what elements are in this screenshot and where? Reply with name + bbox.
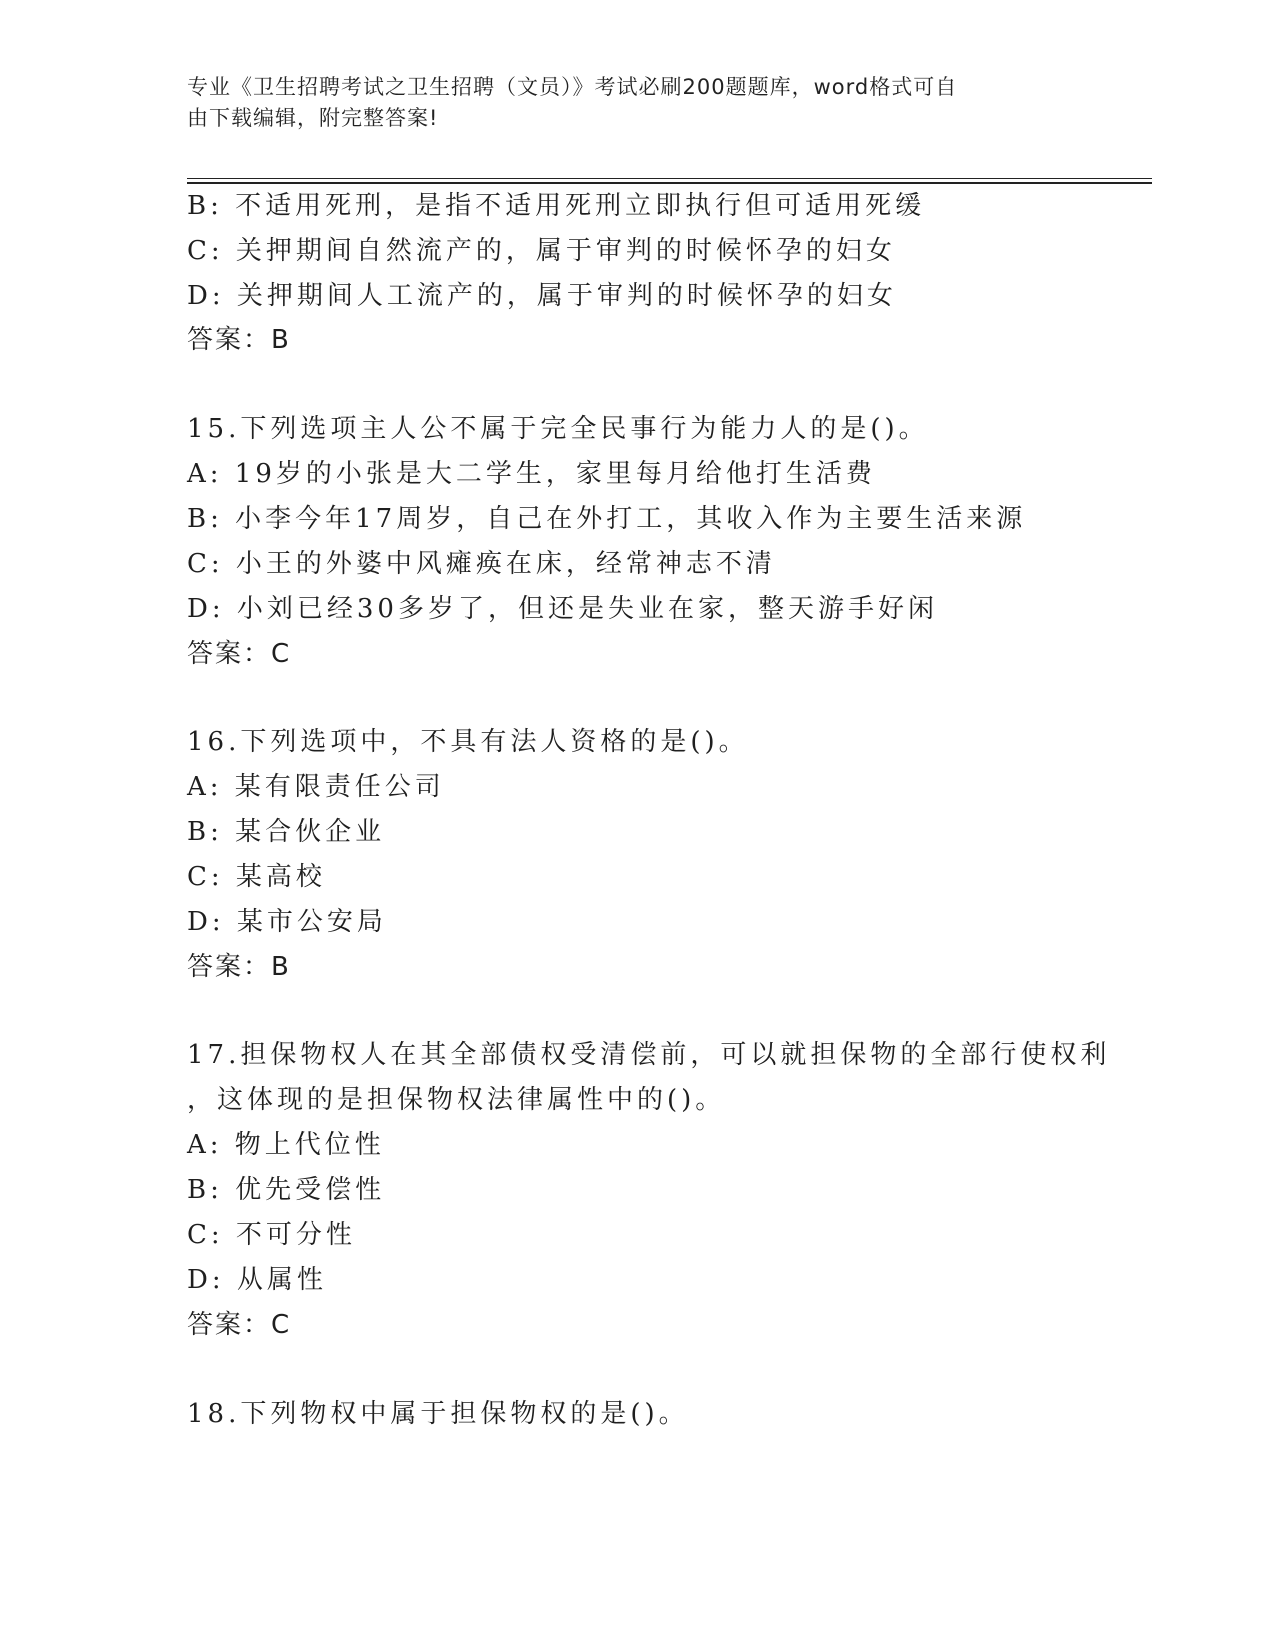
q15-answer: 答案：C (187, 639, 292, 669)
header-line-1: 专业《卫生招聘考试之卫生招聘（文员）》考试必刷200题题库，word格式可自 (187, 75, 958, 99)
q16-option-b: B: 某合伙企业 (187, 817, 386, 847)
q16-question: 16.下列选项中，不具有法人资格的是()。 (187, 727, 749, 757)
q16-answer: 答案：B (187, 952, 291, 982)
q16-option-d: D: 某市公安局 (187, 907, 387, 937)
header-divider-bottom (187, 182, 1152, 184)
q15-question: 15.下列选项主人公不属于完全民事行为能力人的是()。 (187, 414, 929, 444)
q17-answer: 答案：C (187, 1310, 292, 1340)
q14-option-c: C: 关押期间自然流产的，属于审判的时候怀孕的妇女 (187, 236, 896, 266)
q16-option-c: C: 某高校 (187, 862, 326, 892)
q15-option-b: B: 小李今年17周岁，自己在外打工，其收入作为主要生活来源 (187, 504, 1027, 534)
header-divider-top (187, 178, 1152, 179)
q17-question-line-2: ，这体现的是担保物权法律属性中的()。 (187, 1085, 726, 1115)
q14-answer: 答案：B (187, 325, 291, 355)
q17-option-a: A: 物上代位性 (187, 1130, 385, 1160)
q15-option-d: D: 小刘已经30多岁了，但还是失业在家，整天游手好闲 (187, 594, 938, 624)
q14-option-b: B: 不适用死刑，是指不适用死刑立即执行但可适用死缓 (187, 191, 926, 221)
q17-question-line-1: 17.担保物权人在其全部债权受清偿前，可以就担保物的全部行使权利 (187, 1040, 1111, 1070)
q15-option-c: C: 小王的外婆中风瘫痪在床，经常神志不清 (187, 549, 776, 579)
q15-option-a: A: 19岁的小张是大二学生，家里每月给他打生活费 (187, 459, 876, 489)
q17-option-d: D: 从属性 (187, 1265, 327, 1295)
q17-option-b: B: 优先受偿性 (187, 1175, 386, 1205)
q17-option-c: C: 不可分性 (187, 1220, 356, 1250)
header-line-2: 由下载编辑，附完整答案! (187, 106, 439, 130)
q14-option-d: D: 关押期间人工流产的，属于审判的时候怀孕的妇女 (187, 281, 897, 311)
q18-question: 18.下列物权中属于担保物权的是()。 (187, 1399, 689, 1429)
q16-option-a: A: 某有限责任公司 (187, 772, 445, 802)
document-header (187, 72, 1067, 134)
